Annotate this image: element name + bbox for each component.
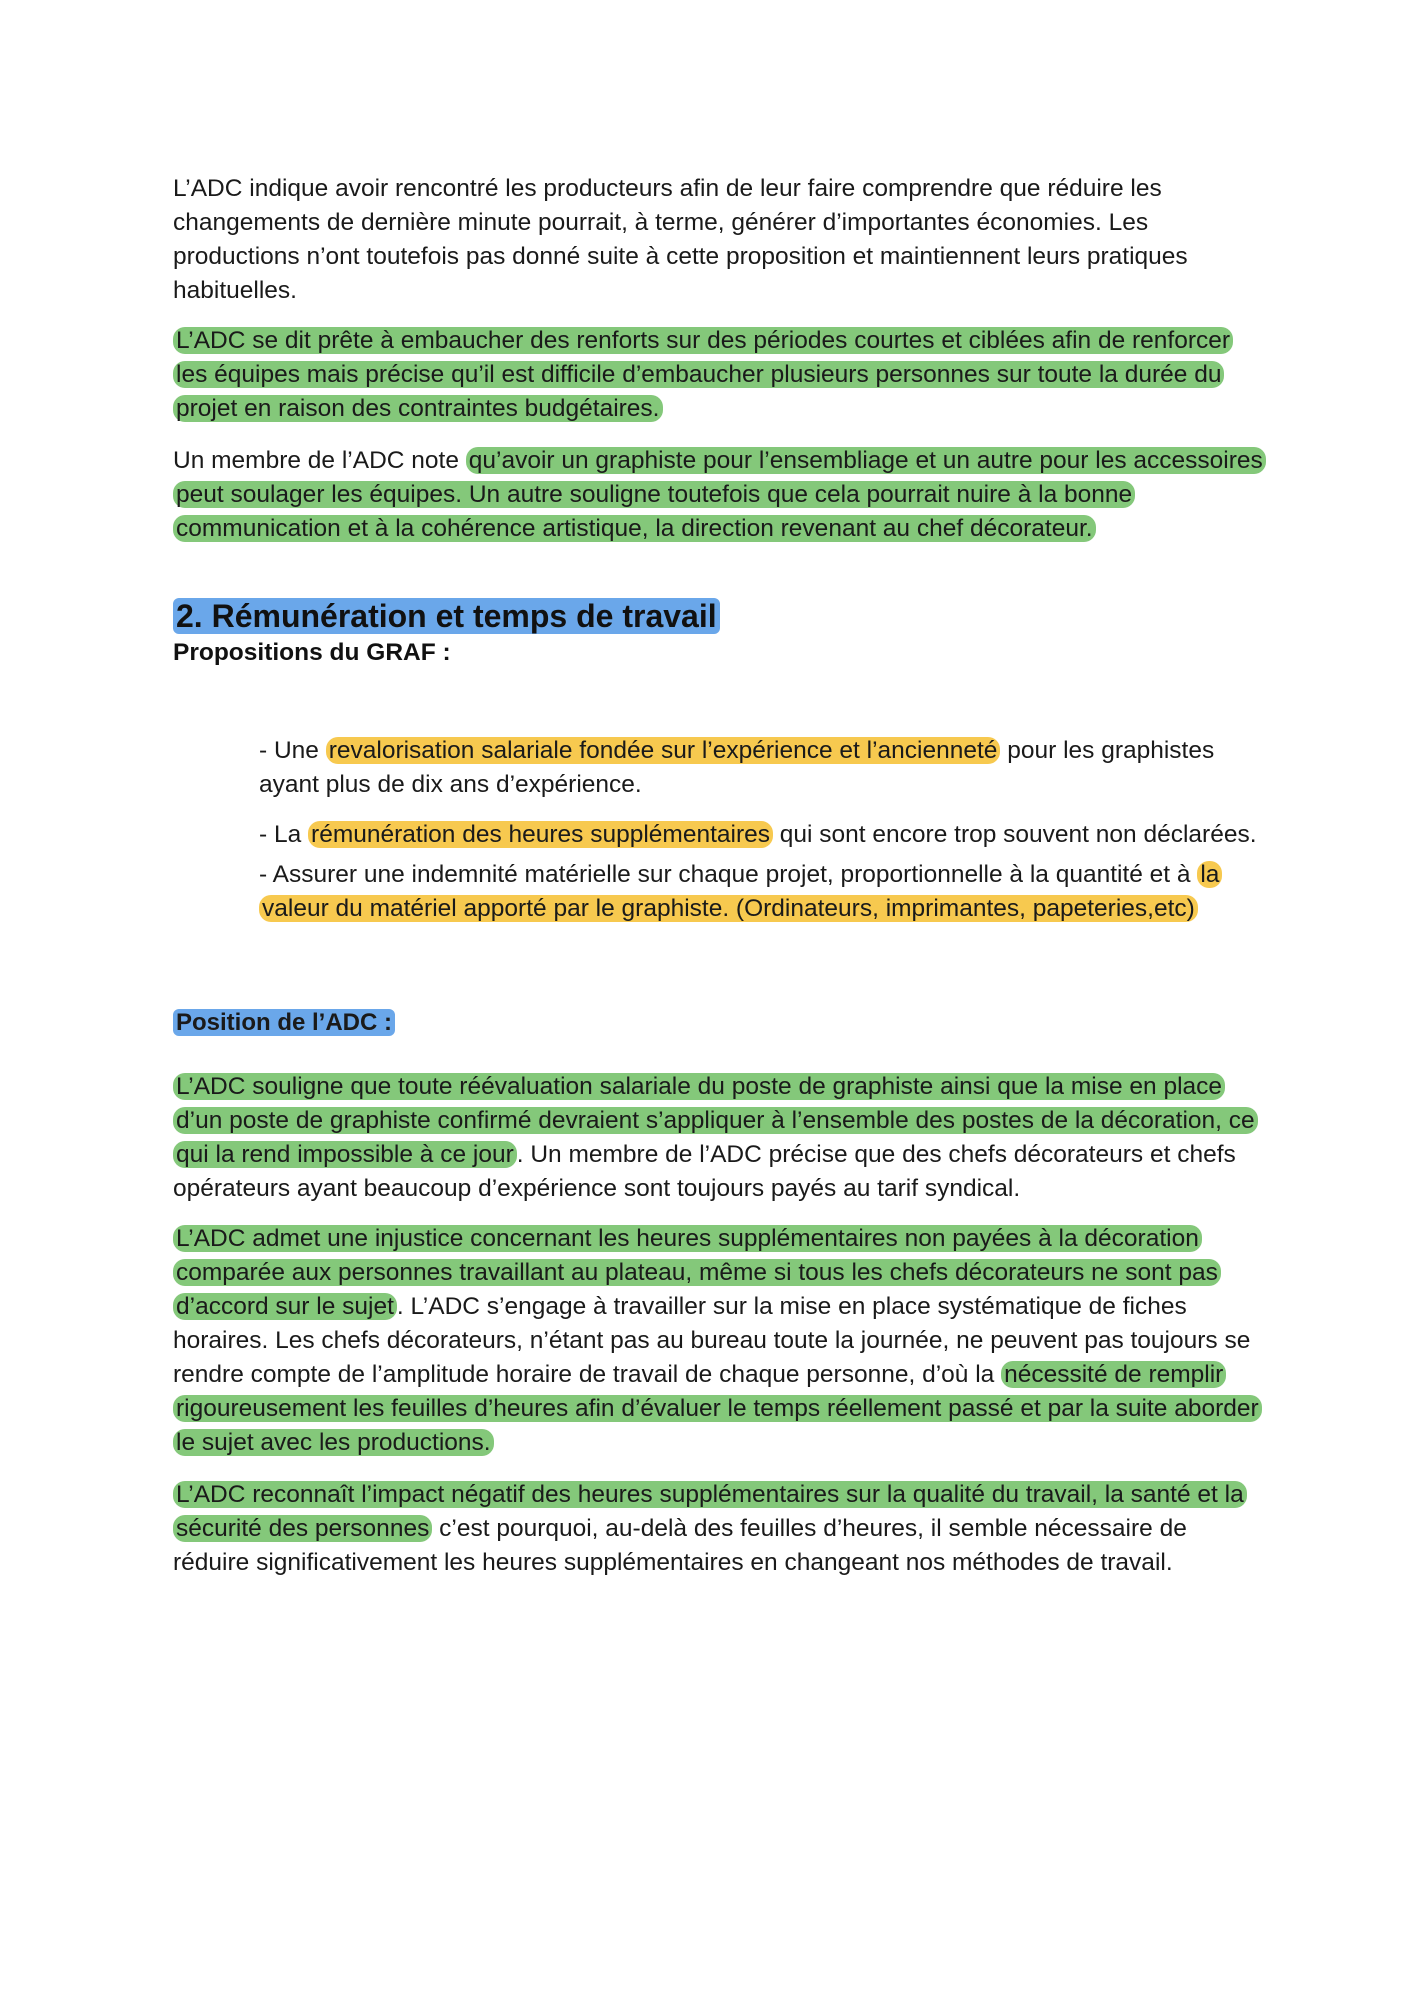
paragraph-salary-reevaluation	[173, 1070, 1263, 1206]
section-subtitle: Propositions du GRAF :	[173, 639, 451, 666]
blue-highlight: Position de l’ADC :	[173, 1009, 395, 1036]
yellow-highlight: revalorisation salariale fondée sur l’expérience et l’ancienneté	[326, 737, 1001, 764]
green-highlight: L’ADC se dit prête à embaucher des renforts sur des périodes courtes et ciblées afin de renforcer les équipes mais précise qu’il est difficile d’embaucher plusieurs personnes sur toute la durée du projet en raison des contraintes budgétaires.	[173, 327, 1233, 422]
green-highlight: L’ADC admet une injustice concernant les heures supplémentaires non payées à la décoration comparée aux personnes travaillant au plateau, même si tous les chefs décorateurs ne sont pas d’accord sur le sujet	[173, 1225, 1221, 1320]
proposal-lead: - Une	[259, 737, 326, 764]
paragraph-producers-meeting	[173, 172, 1263, 308]
proposal-item	[259, 818, 1263, 852]
paragraph-hiring-reinforcements	[173, 324, 1263, 426]
proposal-tail: qui sont encore trop souvent non déclarées.	[773, 821, 1257, 848]
paragraph-tail: c’est pourquoi, au-delà des feuilles d’heures, il semble nécessaire de réduire significativement les heures supplémentaires en changeant nos méthodes de travail.	[173, 1515, 1187, 1576]
section-title	[173, 596, 1263, 636]
green-highlight: L’ADC reconnaît l’impact négatif des heures supplémentaires sur la qualité du travail, la santé et la sécurité des personnes	[173, 1481, 1247, 1542]
proposal-item	[259, 858, 1263, 926]
paragraph-tail: . Un membre de l’ADC précise que des chefs décorateurs et chefs opérateurs ayant beaucoup d’expérience sont toujours payés au tarif syndical.	[173, 1141, 1236, 1202]
paragraph-overtime-impact	[173, 1478, 1263, 1580]
paragraph-graphic-designer-split	[173, 444, 1263, 546]
paragraph-overtime-injustice	[173, 1222, 1263, 1460]
proposal-item	[259, 734, 1263, 802]
paragraph-mid: . L’ADC s’engage à travailler sur la mise en place systématique de fiches horaires. Les chefs décorateurs, n’étant pas au bureau toute la journée, ne peuvent pas toujours se rendre compte de l’amplitude horaire de travail de chaque personne, d’où la	[173, 1293, 1251, 1388]
green-highlight: nécessité de remplir rigoureusement les feuilles d’heures afin d’évaluer le temps réellement passé et par la suite aborder le sujet avec les productions.	[173, 1361, 1262, 1456]
yellow-highlight: rémunération des heures supplémentaires	[308, 821, 773, 848]
blue-highlight: 2. Rémunération et temps de travail	[173, 598, 720, 634]
adc-position-heading	[173, 1006, 1263, 1040]
paragraph-lead: Un membre de l’ADC note	[173, 447, 466, 474]
yellow-highlight: la valeur du matériel apporté par le graphiste. (Ordinateurs, imprimantes, papeteries,etc)	[259, 861, 1222, 922]
green-highlight: qu’avoir un graphiste pour l’ensembliage et un autre pour les accessoires peut soulager les équipes. Un autre souligne toutefois que cela pourrait nuire à la bonne communication et à la cohérence artistique, la direction revenant au chef décorateur.	[173, 447, 1266, 542]
paragraph-text: L’ADC indique avoir rencontré les producteurs afin de leur faire comprendre que réduire les changements de dernière minute pourrait, à terme, générer d’importantes économies. Les productions n’ont toutefois pas donné suite à cette proposition et maintiennent leurs pratiques habituelles.	[173, 175, 1188, 304]
document-body	[173, 172, 1263, 1580]
proposal-tail: pour les graphistes ayant plus de dix ans d’expérience.	[259, 737, 1215, 798]
green-highlight: L’ADC souligne que toute réévaluation salariale du poste de graphiste ainsi que la mise en place d’un poste de graphiste confirmé devraient s’appliquer à l’ensemble des postes de la décoration, ce qui la rend impossible à ce jour	[173, 1073, 1258, 1168]
proposal-lead: - La	[259, 821, 309, 848]
proposal-lead: - Assurer une indemnité matérielle sur chaque projet, proportionnelle à la quantité et à	[259, 861, 1198, 888]
proposals-list	[259, 734, 1263, 926]
